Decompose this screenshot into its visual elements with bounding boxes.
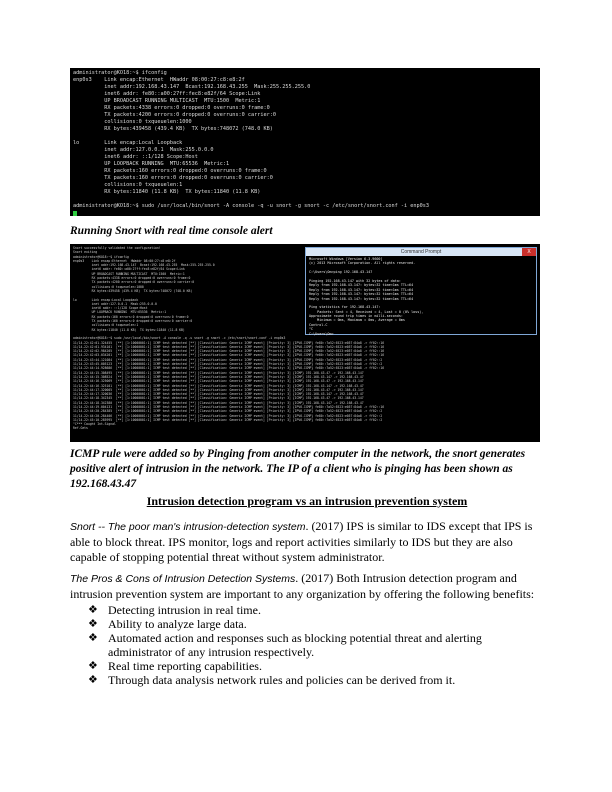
terminal-line: inet addr:127.0.0.1 Mask:255.0.0.0	[73, 147, 214, 153]
command-prompt-line: ^C	[309, 327, 314, 332]
command-prompt-line: Packets: Sent = 4, Received = 4, Lost = 0 (0% loss),	[309, 309, 424, 314]
diamond-bullet-icon: ❖	[88, 604, 98, 616]
terminal-line: administrator@KO18:~$ sudo /usr/local/bin/snort -A console -q -u snort -g snort -c /etc/snort/snort.conf -i enp0s3	[73, 336, 286, 341]
terminal-line: RX bytes:439458 (439.4 KB) TX bytes:748072 (748.0 KB)	[73, 126, 273, 132]
terminal-line: 11/14-22:42:02.984205 [**] [1:10000001:1] ICMP test detected [**] [Classification: Generic ICMP event] [Priority: 3] {IPV6-ICMP} fe80::7a52:6523:e057:84a8 -> ff02::16	[73, 349, 385, 354]
command-prompt-titlebar	[306, 248, 536, 256]
diamond-bullet-icon: ❖	[88, 660, 98, 672]
command-prompt-line: (c) 2013 Microsoft Corporation. All rights reserved.	[309, 261, 416, 266]
terminal-line: inet6 addr: fe80::a00:27ff:fec8:e82f/64 Scope:Link	[73, 91, 261, 97]
list-item	[88, 631, 544, 659]
command-prompt-line: Approximate round trip times in milli-seconds:	[309, 314, 403, 319]
terminal-line: collisions:0 txqueuelen:1	[73, 323, 139, 328]
terminal-line: 11/14-22:45:10.285995 [**] [1:10000001:1] ICMP test detected [**] [Classification: Generic ICMP event] [Priority: 3] {IPV6-ICMP} fe80::7a52:6523:e057:84a8 -> ff02::2	[73, 417, 383, 422]
terminal-line: RX packets:160 errors:0 dropped:0 overruns:0 frame:0	[73, 314, 189, 319]
terminal-line: UP BROADCAST RUNNING MULTICAST MTU:1500 Metric:1	[73, 98, 261, 104]
terminal-line: inet addr:127.0.0.1 Mask:255.0.0.0	[73, 301, 157, 306]
terminal-line: RX bytes:11840 (11.8 KB) TX bytes:11840 (11.8 KB)	[73, 327, 185, 332]
terminal-line: TX packets:160 errors:0 dropped:0 overruns:0 carrier:0	[73, 175, 273, 181]
terminal-line: 11/14-22:42:01.934101 [**] [1:10000001:1] ICMP test detected [**] [Classification: Generic ICMP event] [Priority: 3] {IPV6-ICMP} fe80::7a52:6523:e057:84a8 -> ff02::16	[73, 344, 385, 349]
diamond-bullet-icon: ❖	[88, 674, 98, 686]
terminal-line: 11/14-22:44:17.320036 [**] [1:10000001:1] ICMP test detected [**] [Classification: Generic ICMP event] [Priority: 3] {ICMP} 192.168.43.147 -> 192.168.43.47	[73, 392, 364, 397]
terminal-line: Snort exiting	[73, 250, 98, 255]
terminal-line	[73, 196, 537, 203]
terminal-line: 11/14-22:44:17.320005 [**] [1:10000001:1] ICMP test detected [**] [Classification: Generic ICMP event] [Priority: 3] {ICMP} 192.168.43.47 -> 192.168.43.147	[73, 387, 364, 392]
terminal-line: Snort successfully validated the configuration!	[73, 246, 161, 250]
terminal-line: RX packets:160 errors:0 dropped:0 overruns:0 frame:0	[73, 168, 267, 174]
terminal-line: TX packets:4200 errors:0 dropped:0 overruns:0 carrier:0	[73, 280, 195, 285]
diamond-bullet-icon: ❖	[88, 618, 98, 630]
paragraph-benefits-intro	[70, 571, 544, 602]
command-prompt-window	[305, 247, 537, 335]
command-prompt-line: C:\Users\Om>	[309, 331, 334, 336]
list-item-text: Through data analysis network rules and policies can be derived from it.	[108, 673, 456, 687]
paragraph-ips-description	[70, 519, 544, 565]
terminal-line: 11/14-22:43:44.121084 [**] [1:10000001:1] ICMP test detected [**] [Classification: Generic ICMP event] [Priority: 3] {IPV6-ICMP} fe80::7a52:6523:e057:84a8 -> ff02::2	[73, 357, 383, 362]
list-item-text: Real time reporting capabilities.	[108, 659, 262, 673]
terminal-line: inet6 addr: ::1/128 Scope:Host	[73, 306, 148, 311]
command-prompt-line: Ping statistics for 192.168.43.147:	[309, 305, 381, 310]
terminal-line: RX bytes:11840 (11.8 KB) TX bytes:11840 (11.8 KB)	[73, 189, 261, 195]
command-prompt-line: Reply from 192.168.43.147: bytes=32 time<1ms TTL=64	[309, 296, 414, 301]
diamond-bullet-icon: ❖	[88, 632, 98, 644]
terminal-line: 11/14-22:43:45.005123 [**] [1:10000001:1] ICMP test detected [**] [Classification: Generic ICMP event] [Priority: 3] {IPV6-ICMP} fe80::7a52:6523:e057:84a8 -> ff02::2	[73, 362, 383, 367]
command-prompt-line: Control-C	[309, 322, 328, 327]
terminal-line: administrator@KO18:~$ sudo /usr/local/bin/snort -A console -q -u snort -g snort -c /etc/snort/snort.conf -i enp0s3	[73, 203, 430, 209]
command-prompt-line: Reply from 192.168.43.147: bytes=32 time<1ms TTL=64	[309, 292, 414, 297]
caption-icmp-rule: ICMP rule were added so by Pinging from another computer in the network, the snort generates positive alert of intrusion in the network. The IP of a client who is pinging has been shown as 192.168.43.47	[70, 448, 526, 490]
terminal-line: enp0s3 Link encap:Ethernet HWaddr 08:00:27:c8:e8:2f	[73, 77, 245, 83]
terminal-line: RX packets:4338 errors:0 dropped:0 overruns:0 frame:0	[73, 105, 270, 111]
terminal-line: 11/14-22:44:15.308495 [**] [1:10000001:1] ICMP test detected [**] [Classification: Generic ICMP event] [Priority: 3] {ICMP} 192.168.43.47 -> 192.168.43.147	[73, 370, 364, 375]
terminal-screenshot-ifconfig	[70, 68, 540, 216]
terminal-line	[73, 133, 537, 140]
citation-snort: Snort -- The poor man's intrusion-detection system	[70, 521, 306, 533]
terminal-line: 11/14-22:44:19.004131 [**] [1:10000001:1] ICMP test detected [**] [Classification: Generic ICMP event] [Priority: 3] {IPV6-ICMP} fe80::7a52:6523:e057:84a8 -> ff02::16	[73, 404, 385, 409]
command-prompt-line: Reply from 192.168.43.147: bytes=32 time<1ms TTL=64	[309, 287, 414, 292]
terminal-line: inet addr:192.168.43.147 Bcast:192.168.43.255 Mask:255.255.255.0	[73, 84, 311, 90]
command-prompt-title: Command Prompt	[400, 249, 442, 255]
terminal-line: inet addr:192.168.43.147 Bcast:192.168.43.255 Mask:255.255.255.0	[73, 263, 215, 268]
terminal-line: 11/14-22:42:01.324455 [**] [1:10000001:1] ICMP test detected [**] [Classification: Generic ICMP event] [Priority: 3] {IPV6-ICMP} fe80::7a52:6523:e057:84a8 -> ff02::16	[73, 340, 385, 345]
terminal-line: RX packets:4338 errors:0 dropped:0 overruns:0 frame:0	[73, 276, 191, 281]
terminal-line: 11/14-22:44:14.928686 [**] [1:10000001:1] ICMP test detected [**] [Classification: Generic ICMP event] [Priority: 3] {IPV6-ICMP} fe80::7a52:6523:e057:84a8 -> ff02::16	[73, 366, 385, 371]
terminal-line: administrator@KO18:~$ ifconfig	[73, 254, 129, 259]
list-item	[88, 673, 544, 687]
terminal-line: UP BROADCAST RUNNING MULTICAST MTU:1500 Metric:1	[73, 271, 185, 276]
close-icon: X	[522, 248, 536, 256]
paragraph-ips-text: . (2017) IPS is similar to IDS except that IPS is able to block threat. IPS monitor, logs and report activities similarly to IDS but they are also capable of stopping potential threat without system administrator.	[70, 519, 533, 564]
command-prompt-line: Pinging 192.168.43.147 with 32 bytes of data:	[309, 278, 401, 283]
terminal-line: administrator@KO18:~$ ifconfig	[73, 70, 167, 76]
list-item	[88, 659, 544, 673]
terminal-line: enp0s3 Link encap:Ethernet HWaddr 08:00:27:c8:e8:2f	[73, 258, 176, 263]
list-item	[88, 603, 544, 617]
command-prompt-line: Microsoft Windows [Version 6.3.9600]	[309, 257, 383, 261]
terminal-line: RX bytes:439458 (439.4 KB) TX bytes:748072 (748.0 KB)	[73, 288, 193, 293]
terminal-line: 11/14-22:44:16.325101 [**] [1:10000001:1] ICMP test detected [**] [Classification: Generic ICMP event] [Priority: 3] {ICMP} 192.168.43.147 -> 192.168.43.47	[73, 383, 364, 388]
terminal-line: UP LOOPBACK RUNNING MTU:65536 Metric:1	[73, 161, 230, 167]
terminal-line: 11/14-22:44:20.284385 [**] [1:10000001:1] ICMP test detected [**] [Classification: Generic ICMP event] [Priority: 3] {IPV6-ICMP} fe80::7a52:6523:e057:84a8 -> ff02::2	[73, 409, 383, 414]
command-prompt-line: Reply from 192.168.43.147: bytes=32 time<1ms TTL=64	[309, 283, 414, 288]
terminal-line: 11/14-22:42:03.034201 [**] [1:10000001:1] ICMP test detected [**] [Classification: Generic ICMP event] [Priority: 3] {IPV6-ICMP} fe80::7a52:6523:e057:84a8 -> ff02::16	[73, 353, 385, 358]
caption-running-snort: Running Snort with real time console alert	[70, 225, 273, 237]
citation-pros-cons: The Pros & Cons of Intrusion Detection Systems	[70, 573, 296, 585]
terminal-line: Ref-Gets	[73, 426, 88, 431]
terminal-line: 11/14-22:44:20.284406 [**] [1:10000001:1] ICMP test detected [**] [Classification: Generic ICMP event] [Priority: 3] {IPV6-ICMP} fe80::7a52:6523:e057:84a8 -> ff02::2	[73, 413, 383, 418]
paragraph-benefits-text: . (2017) Both Intrusion detection program and intrusion prevention system are important to any organization by offering the following benefits:	[70, 571, 535, 601]
list-item-text: Automated action and responses such as blocking potential threat and alerting administrator of any intrusion respectively.	[108, 631, 482, 659]
terminal-line: 11/14-22:44:18.342380 [**] [1:10000001:1] ICMP test detected [**] [Classification: Generic ICMP event] [Priority: 3] {ICMP} 192.168.43.147 -> 192.168.43.47	[73, 400, 364, 405]
benefits-list	[88, 603, 544, 687]
terminal-line: 11/14-22:44:18.342345 [**] [1:10000001:1] ICMP test detected [**] [Classification: Generic ICMP event] [Priority: 3] {ICMP} 192.168.43.47 -> 192.168.43.147	[73, 396, 364, 401]
list-item	[88, 617, 544, 631]
terminal-line: ^C*** Caught Int-Signal	[73, 422, 116, 427]
terminal-line: collisions:0 txqueuelen:1000	[73, 119, 192, 125]
section-heading: Intrusion detection program vs an intrusion prevention system	[146, 494, 468, 508]
terminal-line: lo Link encap:Local Loopback	[73, 140, 183, 146]
command-prompt-line: Minimum = 0ms, Maximum = 0ms, Average = 0ms	[309, 318, 405, 323]
terminal-line: TX packets:160 errors:0 dropped:0 overruns:0 carrier:0	[73, 319, 193, 324]
terminal-line: collisions:0 txqueuelen:1	[73, 182, 183, 188]
terminal-line: lo Link encap:Local Loopback	[73, 297, 139, 302]
terminal-line: 11/14-22:44:15.308524 [**] [1:10000001:1] ICMP test detected [**] [Classification: Generic ICMP event] [Priority: 3] {ICMP} 192.168.43.147 -> 192.168.43.47	[73, 374, 364, 379]
list-item-text: Detecting intrusion in real time.	[108, 603, 261, 617]
terminal-line: 11/14-22:44:16.325069 [**] [1:10000001:1] ICMP test detected [**] [Classification: Generic ICMP event] [Priority: 3] {ICMP} 192.168.43.47 -> 192.168.43.147	[73, 379, 364, 384]
terminal-line: UP LOOPBACK RUNNING MTU:65536 Metric:1	[73, 310, 167, 315]
command-prompt-line: C:\Users\Om>ping 192.168.43.147	[309, 270, 373, 275]
terminal-cursor	[73, 211, 77, 216]
terminal-line: TX packets:4200 errors:0 dropped:0 overruns:0 carrier:0	[73, 112, 277, 118]
terminal-line: inet6 addr: ::1/128 Scope:Host	[73, 154, 198, 160]
command-prompt-output	[306, 256, 536, 337]
terminal-line: collisions:0 txqueuelen:1000	[73, 284, 144, 289]
terminal-line: inet6 addr: fe80::a00:27ff:fec8:e82f/64 Scope:Link	[73, 267, 185, 272]
list-item-text: Ability to analyze large data.	[108, 617, 247, 631]
